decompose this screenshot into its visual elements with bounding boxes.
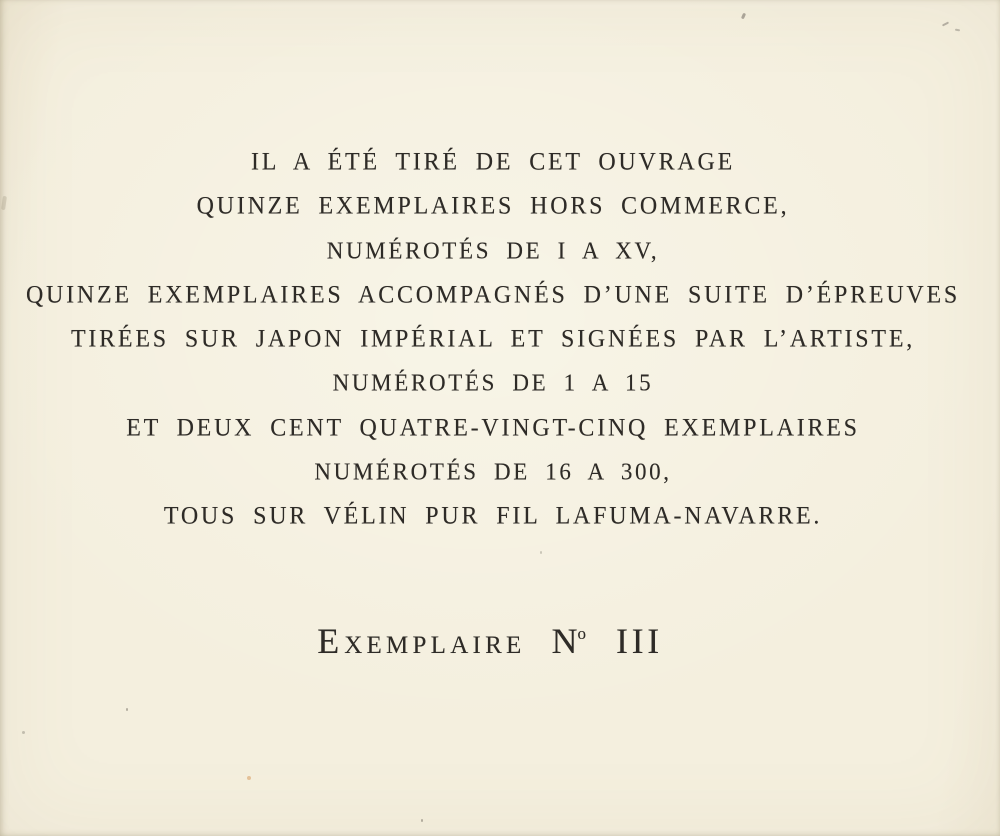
paper-speck — [126, 708, 128, 711]
numero-superscript: o — [577, 624, 587, 643]
paper-speck — [247, 776, 251, 780]
copy-number-value: III — [616, 621, 663, 661]
paper-speck — [955, 29, 960, 32]
copy-number-line — [0, 620, 980, 680]
paper-speck — [421, 819, 423, 822]
colophon-line: IL A ÉTÉ TIRÉ DE CET OUVRAGE — [250, 148, 735, 176]
exemplaire-word-rest: XEMPLAIRE — [344, 632, 526, 659]
paper-speck — [22, 731, 25, 734]
colophon-line: TOUS SUR VÉLIN PUR FIL LAFUMA-NAVARRE. — [163, 502, 823, 530]
exemplaire-word-initial: E — [317, 621, 345, 661]
colophon-line: NUMÉROTÉS DE I A XV, — [326, 236, 660, 264]
paper-speck — [942, 21, 949, 26]
colophon-line: QUINZE EXEMPLAIRES ACCOMPAGNÉS D’UNE SUITE D’ÉPREUVES — [25, 280, 961, 309]
colophon-text-block — [0, 140, 986, 538]
colophon-line: NUMÉROTÉS DE 1 A 15 — [332, 369, 654, 396]
colophon-line: NUMÉROTÉS DE 16 A 300, — [314, 457, 672, 485]
colophon-line: QUINZE EXEMPLAIRES HORS COMMERCE, — [196, 192, 790, 221]
colophon-line: TIRÉES SUR JAPON IMPÉRIAL ET SIGNÉES PAR L’ARTISTE, — [70, 325, 915, 353]
numero-letter: N — [551, 621, 578, 661]
colophon-line: ET DEUX CENT QUATRE-VINGT-CINQ EXEMPLAIRES — [126, 413, 860, 442]
paper-speck — [540, 551, 542, 554]
paper-speck — [741, 13, 746, 20]
